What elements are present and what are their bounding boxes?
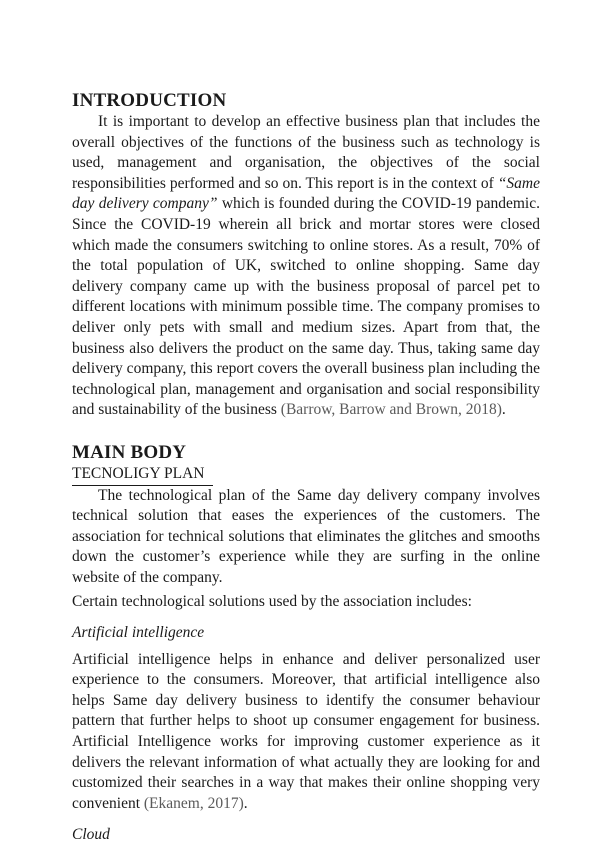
intro-paragraph-text-3: . xyxy=(501,401,506,419)
subsection-heading-artificial-intelligence: Artificial intelligence xyxy=(72,624,205,642)
section-heading-introduction: INTRODUCTION xyxy=(72,90,227,111)
citation-ekanem: (Ekanem, 2017) xyxy=(143,794,244,812)
ai-paragraph-text-2: . xyxy=(243,794,248,812)
intro-paragraph-text-2: which is founded during the COVID-19 pandemic. Since the COVID-19 wherein all brick and mortar stores were closed which made the consumers switching to online stores. As a result, 70% of the total population of UK, switched to online shopping. Same day delivery company came up with the business proposal of parcel pet to different locations with minimum possible time. The company promises to deliver only pets with small and medium sizes. Apart from that, the business also delivers the product on the same day. Thus, taking same day delivery company, this report covers the overall business plan including the technological plan, management and organisation and social responsibility and sustainability of the business xyxy=(72,195,540,419)
subsection-heading-tecnoligy-plan-row xyxy=(72,464,540,486)
subsection-heading-tecnoligy-plan: TECNOLIGY PLAN xyxy=(72,464,213,486)
company-name-italic: “Same day delivery company” xyxy=(72,174,540,213)
artificial-intelligence-paragraph xyxy=(72,650,540,815)
ai-paragraph-text-1: Artificial intelligence helps in enhance and deliver personalized user experience to the consumers. Moreover, that artificial intelligence also helps Same day delivery business to identify the consumer behaviour pattern that further helps to shoot up consumer engagement for business. Artificial Intelligence works for improving customer experience as it delivers the relevant information of what actually they are looking for and customized their searches in a way that makes their online shopping very convenient xyxy=(72,650,540,812)
intro-paragraph xyxy=(72,112,540,421)
intro-paragraph-text-1: It is important to develop an effective business plan that includes the overall objectives of the functions of the business such as technology is used, management and organisation, the objectives of the social responsibilities performed and so on. This report is in the context of xyxy=(72,113,540,192)
citation-barrow-barrow-brown: (Barrow, Barrow and Brown, 2018) xyxy=(280,401,502,419)
section-heading-main-body: MAIN BODY xyxy=(72,441,187,463)
subsection-heading-cloud: Cloud xyxy=(72,826,110,844)
technology-plan-paragraph: The technological plan of the Same day delivery company involves technical solution that eases the experiences of the customers. The association for technical solutions that eliminates the glitches and smooths down the customer’s experience while they are surfing in the online website of the company. xyxy=(72,486,540,586)
solutions-list-intro-line: Certain technological solutions used by the association includes: xyxy=(72,593,472,611)
